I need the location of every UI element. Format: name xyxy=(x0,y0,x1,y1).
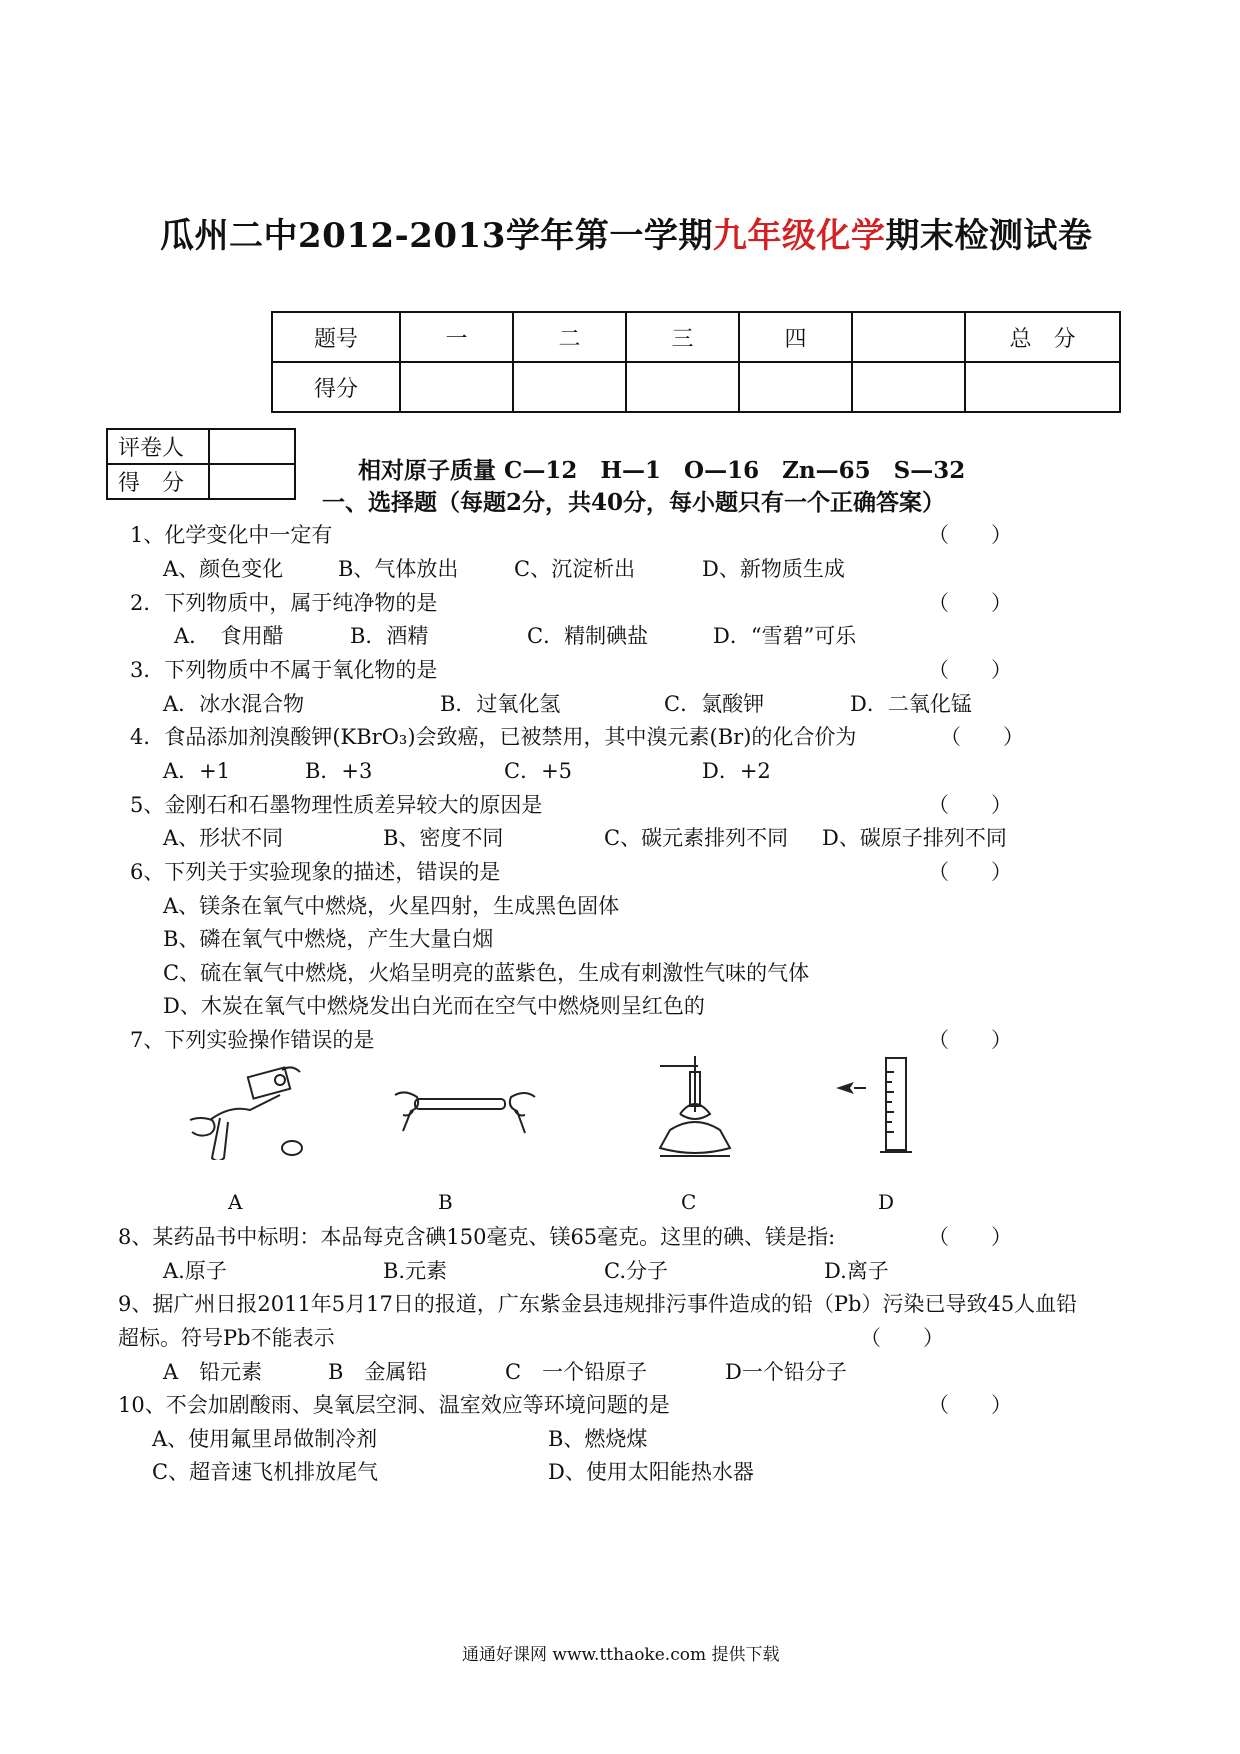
option: B、燃烧煤 xyxy=(548,1427,648,1451)
option: D．+2 xyxy=(702,759,771,783)
score-cell xyxy=(400,362,513,412)
option: B.元素 xyxy=(383,1259,448,1283)
option: A.原子 xyxy=(163,1259,227,1283)
answer-blank: （ ） xyxy=(928,1028,1012,1052)
figure-c-alcohol-lamp-icon xyxy=(640,1052,750,1164)
score-cell xyxy=(513,362,626,412)
grader-cell xyxy=(209,464,295,499)
option: B 金属铅 xyxy=(328,1360,428,1384)
score-header-cell: 四 xyxy=(739,312,852,362)
score-cell xyxy=(626,362,739,412)
footer-credit: 通通好课网 www.tthaoke.com 提供下载 xyxy=(462,1645,780,1665)
answer-blank: （ ） xyxy=(928,523,1012,547)
question-stem-continued: 超标。符号Pb不能表示 xyxy=(118,1326,335,1350)
option: D一个铅分子 xyxy=(725,1360,847,1384)
option: C 一个铅原子 xyxy=(505,1360,648,1384)
option: D、木炭在氧气中燃烧发出白光而在空气中燃烧则呈红色的 xyxy=(163,994,705,1018)
figure-label: A xyxy=(228,1190,243,1214)
option: A． 食用醋 xyxy=(174,624,284,648)
option: C、沉淀析出 xyxy=(514,557,636,581)
exam-title: 瓜州二中2012-2013学年第一学期九年级化学期末检测试卷 xyxy=(160,216,1093,256)
score-header-cell: 二 xyxy=(513,312,626,362)
score-cell xyxy=(965,362,1120,412)
atomic-masses: 相对原子质量 C—12 H—1 O—16 Zn—65 S—32 xyxy=(358,457,966,484)
option: C、超音速飞机排放尾气 xyxy=(152,1460,379,1484)
option: B．酒精 xyxy=(350,624,429,648)
question-stem: 5、金刚石和石墨物理性质差异较大的原因是 xyxy=(130,793,543,817)
question-stem: 8、某药品书中标明：本品每克含碘150毫克、镁65毫克。这里的碘、镁是指: xyxy=(118,1225,836,1249)
answer-blank: （ ） xyxy=(860,1326,944,1350)
score-header-cell: 三 xyxy=(626,312,739,362)
figure-label: C xyxy=(681,1190,697,1214)
score-header-cell: 一 xyxy=(400,312,513,362)
figure-b-glass-tube-icon xyxy=(385,1075,545,1145)
answer-blank: （ ） xyxy=(928,793,1012,817)
question-stem: 6、下列关于实验现象的描述，错误的是 xyxy=(130,860,501,884)
question-stem: 10、不会加剧酸雨、臭氧层空洞、温室效应等环境问题的是 xyxy=(118,1393,670,1417)
option: A、颜色变化 xyxy=(163,557,284,581)
answer-blank: （ ） xyxy=(928,658,1012,682)
question-stem: 7、下列实验操作错误的是 xyxy=(130,1028,375,1052)
option: A、镁条在氧气中燃烧，火星四射，生成黑色固体 xyxy=(163,894,620,918)
option: C．精制碘盐 xyxy=(527,624,649,648)
option: B．过氧化氢 xyxy=(440,692,561,716)
grader-cell xyxy=(209,429,295,464)
option: D．“雪碧”可乐 xyxy=(713,624,857,648)
section-title: 一、选择题（每题2分，共40分，每小题只有一个正确答案） xyxy=(322,489,946,516)
option: C、硫在氧气中燃烧，火焰呈明亮的蓝紫色，生成有刺激性气味的气体 xyxy=(163,961,810,985)
option: C．氯酸钾 xyxy=(664,692,765,716)
option: D、使用太阳能热水器 xyxy=(548,1460,754,1484)
option: A．冰水混合物 xyxy=(163,692,305,716)
score-table xyxy=(271,311,1121,413)
answer-blank: （ ） xyxy=(928,591,1012,615)
grader-score-label: 得 分 xyxy=(107,464,209,499)
score-header-cell: 题号 xyxy=(272,312,400,362)
answer-blank: （ ） xyxy=(928,1393,1012,1417)
question-stem: 4．食品添加剂溴酸钾(KBrO₃)会致癌，已被禁用，其中溴元素(Br)的化合价为 xyxy=(130,725,857,749)
answer-blank: （ ） xyxy=(928,1225,1012,1249)
question-stem: 3．下列物质中不属于氧化物的是 xyxy=(130,658,438,682)
score-row-label: 得分 xyxy=(272,362,400,412)
question-stem: 1、化学变化中一定有 xyxy=(130,523,333,547)
option: B、密度不同 xyxy=(383,826,504,850)
question-stem: 2．下列物质中，属于纯净物的是 xyxy=(130,591,438,615)
option: A 铅元素 xyxy=(163,1360,263,1384)
option: D、碳原子排列不同 xyxy=(822,826,1007,850)
score-header-cell xyxy=(852,312,965,362)
grader-box xyxy=(106,428,296,500)
option: D.离子 xyxy=(824,1259,889,1283)
figure-a-pouring-icon xyxy=(180,1060,315,1160)
option: C．+5 xyxy=(504,759,573,783)
figure-label: B xyxy=(438,1190,453,1214)
option: A、形状不同 xyxy=(163,826,284,850)
option: D．二氧化锰 xyxy=(850,692,972,716)
option: C、碳元素排列不同 xyxy=(604,826,789,850)
answer-blank: （ ） xyxy=(940,725,1024,749)
option: C.分子 xyxy=(604,1259,668,1283)
question-stem: 9、据广州日报2011年5月17日的报道，广东紫金县违规排污事件造成的铅（Pb）污染已导致45人血铅 xyxy=(118,1292,1078,1316)
option: B、气体放出 xyxy=(338,557,459,581)
answer-blank: （ ） xyxy=(928,860,1012,884)
option: B、磷在氧气中燃烧，产生大量白烟 xyxy=(163,927,494,951)
figure-d-cylinder-icon xyxy=(830,1052,930,1164)
option: A、使用氟里昂做制冷剂 xyxy=(152,1427,378,1451)
option: A．+1 xyxy=(163,759,231,783)
figure-label: D xyxy=(878,1190,895,1214)
option: D、新物质生成 xyxy=(702,557,845,581)
score-cell xyxy=(739,362,852,412)
score-cell xyxy=(852,362,965,412)
option: B．+3 xyxy=(305,759,373,783)
score-header-cell: 总 分 xyxy=(965,312,1120,362)
grader-label: 评卷人 xyxy=(107,429,209,464)
